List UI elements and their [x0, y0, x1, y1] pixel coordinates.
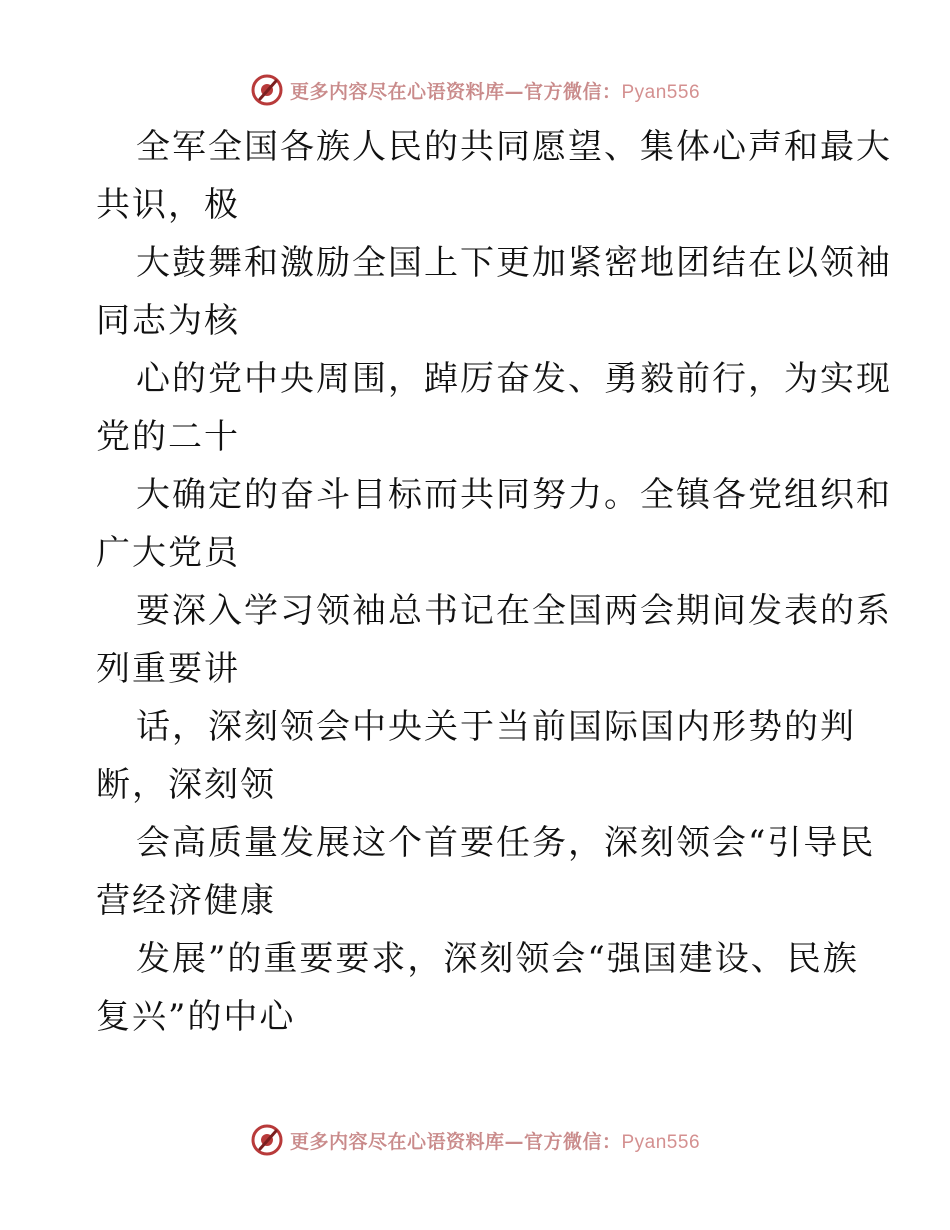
watermark-text: 更多内容尽在心语资料库—官方微信：Pyan556	[289, 1130, 701, 1153]
paragraph: 大鼓舞和激励全国上下更加紧密地团结在以领袖 同志为核	[96, 243, 892, 341]
paragraph: 会高质量发展这个首要任务，深刻领会“引导民 营经济健康	[96, 823, 876, 921]
paragraph: 心的党中央周围，踔厉奋发、勇毅前行，为实现 党的二十	[96, 359, 892, 457]
paragraph: 要深入学习领袖总书记在全国两会期间发表的系 列重要讲	[96, 591, 892, 689]
watermark-wechat-id: Pyan556	[621, 1131, 701, 1153]
seal-logo-icon	[250, 73, 284, 107]
document-body	[96, 118, 892, 1046]
watermark-text: 更多内容尽在心语资料库—官方微信：Pyan556	[289, 80, 701, 103]
paragraph: 全军全国各族人民的共同愿望、集体心声和最大 共识，极	[96, 127, 892, 225]
paragraph: 大确定的奋斗目标而共同努力。全镇各党组织和 广大党员	[96, 475, 892, 573]
paragraph: 发展”的重要要求，深刻领会“强国建设、民族 复兴”的中心	[96, 939, 859, 1037]
watermark-wechat-id: Pyan556	[621, 81, 701, 103]
footer-watermark	[0, 1120, 950, 1160]
seal-logo-icon	[250, 1123, 284, 1157]
header-watermark	[0, 70, 950, 110]
paragraph: 话，深刻领会中央关于当前国际国内形势的判 断，深刻领	[96, 707, 856, 805]
